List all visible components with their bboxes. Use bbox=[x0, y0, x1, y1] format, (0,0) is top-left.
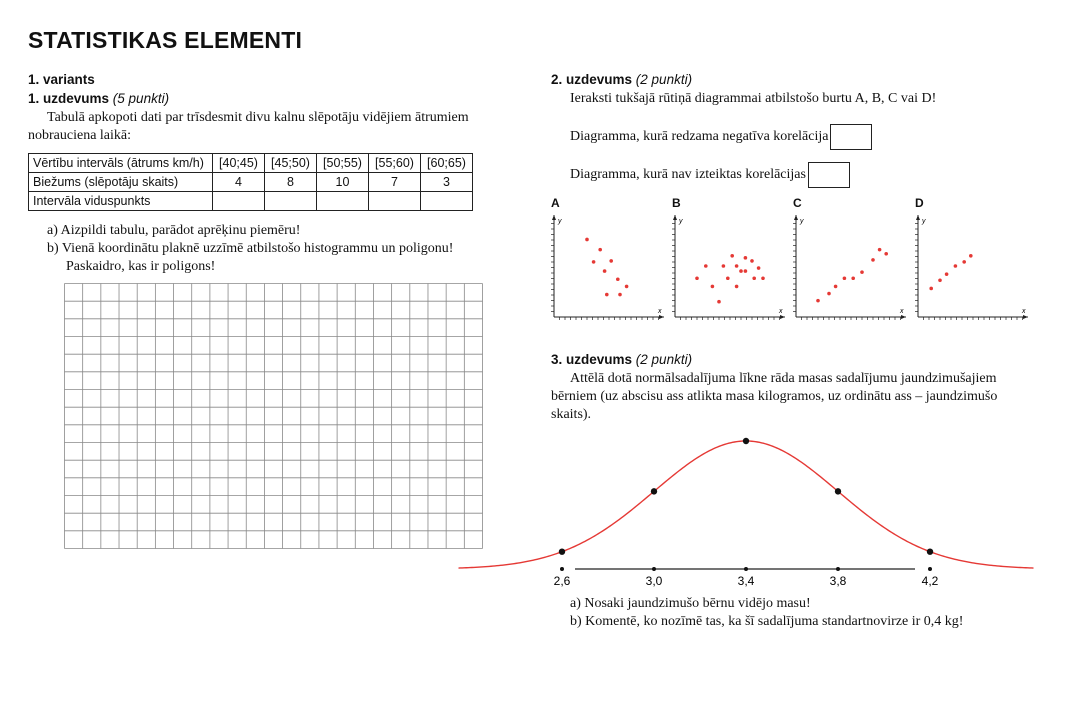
y-axis-label: y bbox=[679, 218, 683, 225]
y-arrow-icon bbox=[552, 215, 556, 220]
y-arrow-icon bbox=[673, 215, 677, 220]
axis-tick-dot bbox=[744, 567, 748, 571]
x-tick-label: 3,8 bbox=[829, 574, 847, 588]
scatter-point bbox=[843, 276, 847, 280]
task2-instruction: Ieraksti tukšajā rūtiņā diagrammai atbilstošo burtu A, B, C vai D! bbox=[570, 91, 937, 106]
scatter-point bbox=[726, 276, 730, 280]
task3-heading bbox=[551, 352, 692, 367]
scatter-point bbox=[616, 277, 620, 281]
scatter-point bbox=[717, 300, 721, 304]
table-cell: 3 bbox=[421, 173, 473, 192]
axis-tick-dot bbox=[836, 567, 840, 571]
scatter-point bbox=[761, 276, 765, 280]
y-axis-label: y bbox=[558, 218, 562, 225]
scatter-point bbox=[962, 260, 966, 264]
x-arrow-icon bbox=[901, 315, 906, 319]
y-axis-label: y bbox=[922, 218, 926, 225]
scatter-point bbox=[945, 272, 949, 276]
scatter-point bbox=[938, 278, 942, 282]
scatter-point bbox=[609, 259, 613, 263]
task3-text-line3: skaits). bbox=[551, 407, 592, 422]
scatter-point bbox=[851, 276, 855, 280]
task3-item-a: a) Nosaki jaundzimušo bērnu vidējo masu! bbox=[570, 596, 811, 611]
scatter-point bbox=[605, 293, 609, 297]
task2-heading bbox=[551, 72, 692, 87]
scatter-point bbox=[871, 258, 875, 262]
x-arrow-icon bbox=[659, 315, 664, 319]
answer-cell[interactable] bbox=[317, 192, 369, 211]
x-axis-label: x bbox=[658, 308, 662, 315]
task3-title: 3. uzdevums bbox=[551, 352, 633, 367]
task1-item-a: a) Aizpildi tabulu, parādot aprēķinu piemēru! bbox=[47, 223, 301, 238]
table-cell: [45;50) bbox=[265, 154, 317, 173]
scatter-point bbox=[757, 266, 761, 270]
scatter-point bbox=[816, 299, 820, 303]
x-axis-label: x bbox=[1022, 308, 1026, 315]
table-cell: 7 bbox=[369, 173, 421, 192]
table-cell: 4 bbox=[213, 173, 265, 192]
variant-label: 1. variants bbox=[28, 72, 95, 87]
scatter-point bbox=[739, 269, 743, 273]
table-cell: 8 bbox=[265, 173, 317, 192]
table-row bbox=[29, 192, 473, 211]
drawing-grid[interactable] bbox=[64, 283, 483, 549]
table-cell: [50;55) bbox=[317, 154, 369, 173]
normal-curve bbox=[459, 441, 1034, 568]
scatter-point bbox=[603, 269, 607, 273]
curve-point bbox=[651, 488, 657, 494]
table-row-label: Vērtību intervāls (ātrums km/h) bbox=[29, 154, 213, 173]
scatter-point bbox=[744, 269, 748, 273]
x-tick-label: 2,6 bbox=[553, 574, 571, 588]
scatter-point bbox=[752, 276, 756, 280]
curve-point bbox=[559, 548, 565, 554]
scatter-point bbox=[954, 264, 958, 268]
axis-tick-dot bbox=[928, 567, 932, 571]
scatter-plot-a bbox=[548, 205, 666, 325]
plot-letter-c: C bbox=[793, 196, 802, 210]
scatter-point bbox=[585, 238, 589, 242]
scatter-point bbox=[704, 264, 708, 268]
answer-box-negative-correlation[interactable] bbox=[830, 124, 872, 150]
table-row-label: Biežums (slēpotāju skaits) bbox=[29, 173, 213, 192]
task1-item-b-line2: Paskaidro, kas ir poligons! bbox=[66, 259, 216, 274]
task3-text-line1: Attēlā dotā normālsadalījuma līkne rāda masas sadalījumu jaundzimušajiem bbox=[570, 371, 997, 386]
table-row-label: Intervāla viduspunkts bbox=[29, 192, 213, 211]
x-axis-label: x bbox=[900, 308, 904, 315]
task3-points: (2 punkti) bbox=[635, 352, 693, 367]
scatter-plot-b bbox=[669, 205, 787, 325]
answer-cell[interactable] bbox=[265, 192, 317, 211]
x-tick-label: 4,2 bbox=[921, 574, 939, 588]
table-cell: 10 bbox=[317, 173, 369, 192]
scatter-point bbox=[722, 264, 726, 268]
answer-cell[interactable] bbox=[421, 192, 473, 211]
y-arrow-icon bbox=[916, 215, 920, 220]
table-cell: [55;60) bbox=[369, 154, 421, 173]
table-row bbox=[29, 154, 473, 173]
x-tick-label: 3,4 bbox=[737, 574, 755, 588]
curve-point bbox=[927, 548, 933, 554]
scatter-point bbox=[884, 252, 888, 256]
plot-letter-a: A bbox=[551, 196, 560, 210]
curve-point bbox=[835, 488, 841, 494]
task2-prompt2: Diagramma, kurā nav izteiktas korelācijas bbox=[570, 167, 806, 183]
scatter-plot-d bbox=[912, 205, 1030, 325]
task2-title: 2. uzdevums bbox=[551, 72, 633, 87]
x-arrow-icon bbox=[780, 315, 785, 319]
task1-intro-line2: nobrauciena laikā: bbox=[28, 128, 132, 143]
frequency-table bbox=[28, 153, 473, 211]
answer-cell[interactable] bbox=[213, 192, 265, 211]
scatter-point bbox=[598, 248, 602, 252]
task3-text-line2: bērniem (uz abscisu ass atlikta masa kilogramos, uz ordinātu ass – jaundzimušo bbox=[551, 389, 998, 404]
scatter-point bbox=[695, 276, 699, 280]
curve-point bbox=[743, 438, 749, 444]
scatter-point bbox=[592, 260, 596, 264]
scatter-point bbox=[711, 285, 715, 289]
x-arrow-icon bbox=[1023, 315, 1028, 319]
task1-item-b-line1: b) Vienā koordinātu plaknē uzzīmē atbilstošo histogrammu un poligonu! bbox=[47, 241, 454, 256]
task1-title: 1. uzdevums bbox=[28, 91, 110, 106]
task2-prompt1: Diagramma, kurā redzama negatīva korelācija bbox=[570, 129, 829, 145]
normal-distribution-chart bbox=[553, 430, 939, 595]
scatter-point bbox=[860, 270, 864, 274]
scatter-point bbox=[834, 285, 838, 289]
table-cell: [60;65) bbox=[421, 154, 473, 173]
task2-prompt2-row bbox=[570, 162, 850, 188]
task1-points: (5 punkti) bbox=[112, 91, 170, 106]
answer-cell[interactable] bbox=[369, 192, 421, 211]
task2-points: (2 punkti) bbox=[635, 72, 693, 87]
scatter-point bbox=[750, 259, 754, 263]
page-title: STATISTIKAS ELEMENTI bbox=[28, 27, 303, 53]
scatter-point bbox=[929, 287, 933, 291]
plot-letter-b: B bbox=[672, 196, 681, 210]
scatter-point bbox=[969, 254, 973, 258]
scatter-point bbox=[625, 285, 629, 289]
x-axis-label: x bbox=[779, 308, 783, 315]
scatter-plot-c bbox=[790, 205, 908, 325]
axis-tick-dot bbox=[652, 567, 656, 571]
task1-intro-line1: Tabulā apkopoti dati par trīsdesmit divu kalnu slēpotāju vidējiem ātrumiem bbox=[47, 110, 469, 125]
plot-letter-d: D bbox=[915, 196, 924, 210]
y-axis-label: y bbox=[800, 218, 804, 225]
scatter-point bbox=[878, 248, 882, 252]
answer-box-no-correlation[interactable] bbox=[808, 162, 850, 188]
table-row bbox=[29, 173, 473, 192]
axis-tick-dot bbox=[560, 567, 564, 571]
scatter-point bbox=[744, 256, 748, 260]
scatter-point bbox=[730, 254, 734, 258]
table-cell: [40;45) bbox=[213, 154, 265, 173]
y-arrow-icon bbox=[794, 215, 798, 220]
scatter-point bbox=[735, 285, 739, 289]
scatter-point bbox=[827, 292, 831, 296]
x-tick-label: 3,0 bbox=[645, 574, 663, 588]
task1-heading bbox=[28, 91, 169, 106]
scatter-point bbox=[735, 264, 739, 268]
scatter-point bbox=[618, 293, 622, 297]
task3-item-b: b) Komentē, ko nozīmē tas, ka šī sadalījuma standartnovirze ir 0,4 kg! bbox=[570, 614, 964, 629]
task2-prompt1-row bbox=[570, 124, 872, 150]
